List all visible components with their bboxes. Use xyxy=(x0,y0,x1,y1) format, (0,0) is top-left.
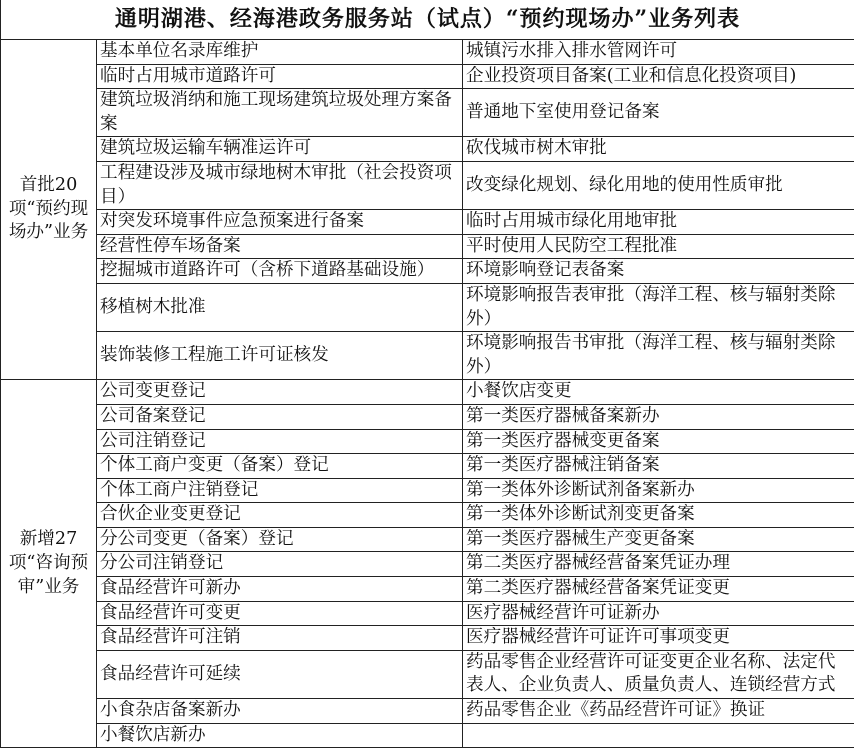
table-row xyxy=(1,283,854,331)
table-row xyxy=(1,380,854,405)
business-item-left: 食品经营许可延续 xyxy=(97,650,463,698)
business-item-right: 砍伐城市树木审批 xyxy=(463,137,854,162)
business-item-right: 第一类体外诊断试剂备案新办 xyxy=(463,478,854,503)
table-row xyxy=(1,478,854,503)
business-item-left: 食品经营许可新办 xyxy=(97,577,463,602)
business-item-left: 分公司注销登记 xyxy=(97,552,463,577)
table-row xyxy=(1,137,854,162)
table-row xyxy=(1,503,854,528)
business-item-right: 第一类医疗器械备案新办 xyxy=(463,404,854,429)
business-item-left: 对突发环境事件应急预案进行备案 xyxy=(97,210,463,235)
title-row xyxy=(1,0,854,40)
business-item-left: 个体工商户注销登记 xyxy=(97,478,463,503)
business-item-right: 医疗器械经营许可证许可事项变更 xyxy=(463,626,854,651)
business-item-left: 公司注销登记 xyxy=(97,429,463,454)
business-item-left: 小食杂店备案新办 xyxy=(97,699,463,724)
business-item-right: 环境影响登记表备案 xyxy=(463,259,854,284)
business-item-right: 第一类医疗器械变更备案 xyxy=(463,429,854,454)
business-item-right: 城镇污水排入排水管网许可 xyxy=(463,40,854,65)
table-row xyxy=(1,601,854,626)
table-row xyxy=(1,723,854,748)
table-row xyxy=(1,259,854,284)
business-item-left: 装饰装修工程施工许可证核发 xyxy=(97,332,463,380)
business-item-left: 移植树木批准 xyxy=(97,283,463,331)
business-item-right: 环境影响报告表审批（海洋工程、核与辐射类除外） xyxy=(463,283,854,331)
business-item-left: 基本单位名录库维护 xyxy=(97,40,463,65)
section-label: 新增27项“咨询预审”业务 xyxy=(1,380,97,748)
table-row xyxy=(1,527,854,552)
table-row xyxy=(1,210,854,235)
table-row xyxy=(1,429,854,454)
business-item-right: 临时占用城市绿化用地审批 xyxy=(463,210,854,235)
table-row xyxy=(1,650,854,698)
business-item-left: 食品经营许可注销 xyxy=(97,626,463,651)
business-item-left: 建筑垃圾消纳和施工现场建筑垃圾处理方案备案 xyxy=(97,89,463,137)
business-item-right xyxy=(463,723,854,748)
table-row xyxy=(1,626,854,651)
business-item-right: 医疗器械经营许可证新办 xyxy=(463,601,854,626)
table-row xyxy=(1,40,854,65)
business-item-left: 分公司变更（备案）登记 xyxy=(97,527,463,552)
business-item-left: 合伙企业变更登记 xyxy=(97,503,463,528)
business-item-right: 平时使用人民防空工程批准 xyxy=(463,234,854,259)
section-label: 首批20项“预约现场办”业务 xyxy=(1,40,97,380)
table-row xyxy=(1,332,854,380)
table-row xyxy=(1,454,854,479)
table-row xyxy=(1,89,854,137)
business-item-right: 药品零售企业《药品经营许可证》换证 xyxy=(463,699,854,724)
business-item-right: 第一类体外诊断试剂变更备案 xyxy=(463,503,854,528)
business-item-left: 工程建设涉及城市绿地树木审批（社会投资项目） xyxy=(97,161,463,209)
business-item-left: 公司变更登记 xyxy=(97,380,463,405)
business-item-left: 挖掘城市道路许可（含桥下道路基础设施） xyxy=(97,259,463,284)
table-row xyxy=(1,552,854,577)
business-item-right: 环境影响报告书审批（海洋工程、核与辐射类除外） xyxy=(463,332,854,380)
table-row xyxy=(1,234,854,259)
business-item-left: 个体工商户变更（备案）登记 xyxy=(97,454,463,479)
business-item-right: 改变绿化规划、绿化用地的使用性质审批 xyxy=(463,161,854,209)
business-item-right: 第二类医疗器械经营备案凭证变更 xyxy=(463,577,854,602)
business-item-right: 药品零售企业经营许可证变更企业名称、法定代表人、企业负责人、质量负责人、连锁经营方式 xyxy=(463,650,854,698)
table-title: 通明湖港、经海港政务服务站（试点）“预约现场办”业务列表 xyxy=(1,0,854,40)
business-item-left: 建筑垃圾运输车辆准运许可 xyxy=(97,137,463,162)
table-row xyxy=(1,64,854,89)
business-item-left: 临时占用城市道路许可 xyxy=(97,64,463,89)
business-item-left: 食品经营许可变更 xyxy=(97,601,463,626)
table-row xyxy=(1,404,854,429)
business-item-right: 普通地下室使用登记备案 xyxy=(463,89,854,137)
business-item-left: 经营性停车场备案 xyxy=(97,234,463,259)
business-item-right: 小餐饮店变更 xyxy=(463,380,854,405)
business-item-right: 第一类医疗器械生产变更备案 xyxy=(463,527,854,552)
table-row xyxy=(1,161,854,209)
business-item-right: 企业投资项目备案(工业和信息化投资项目) xyxy=(463,64,854,89)
business-item-right: 第二类医疗器械经营备案凭证办理 xyxy=(463,552,854,577)
business-item-left: 公司备案登记 xyxy=(97,404,463,429)
business-item-left: 小餐饮店新办 xyxy=(97,723,463,748)
table-row xyxy=(1,577,854,602)
business-item-right: 第一类医疗器械注销备案 xyxy=(463,454,854,479)
table-row xyxy=(1,699,854,724)
